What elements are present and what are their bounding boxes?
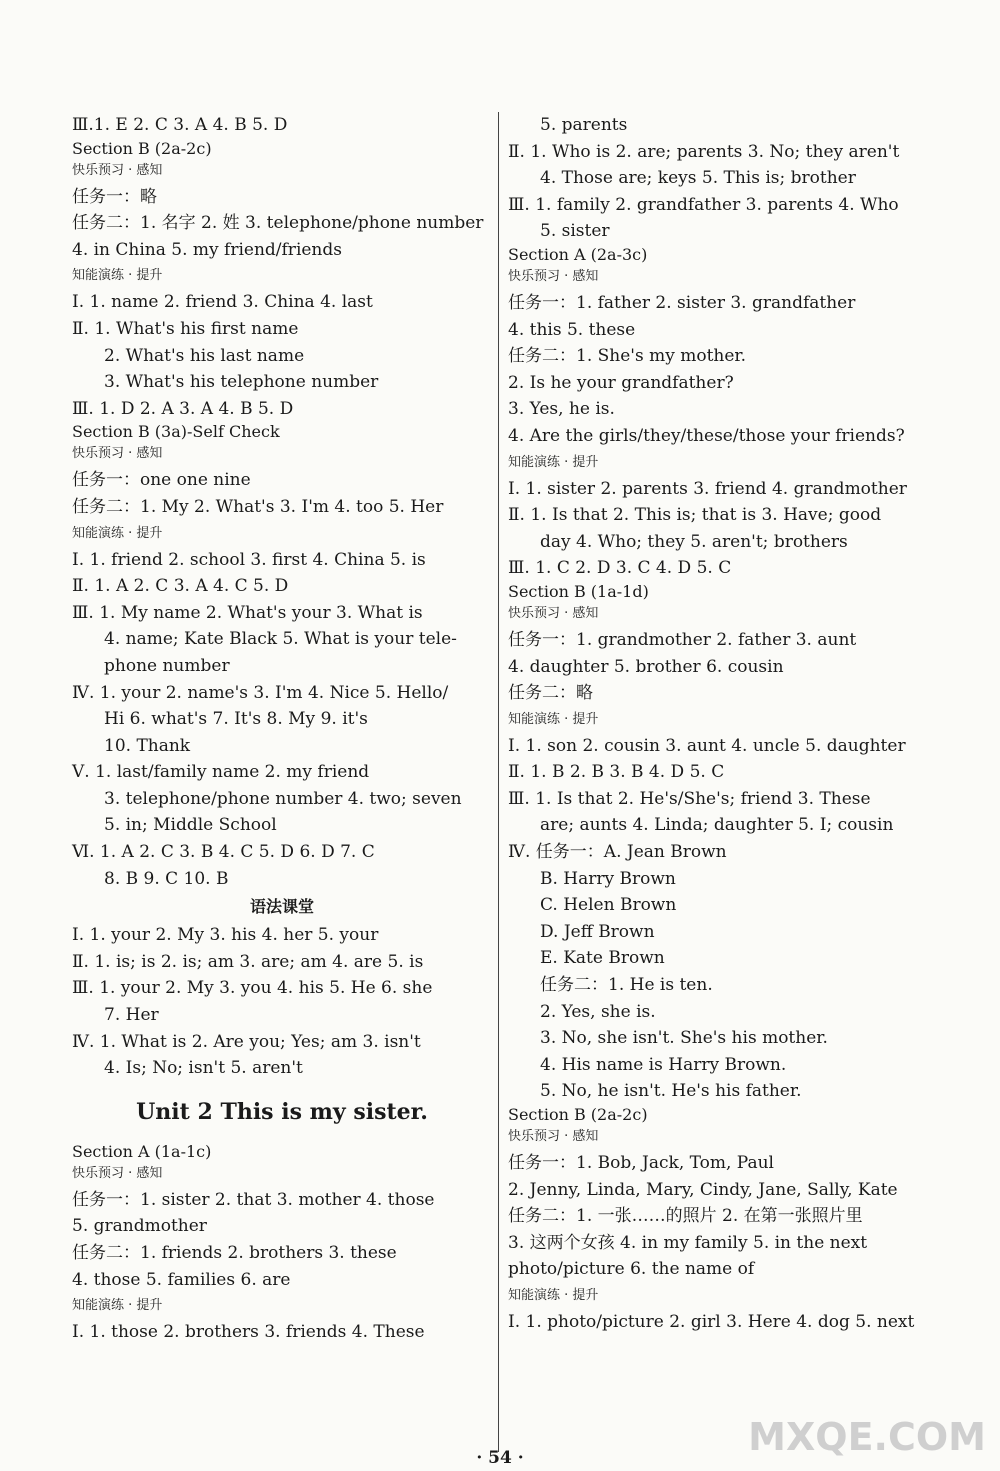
- section-heading: Section A (1a-1c): [72, 1141, 212, 1161]
- sub-label: 知能演练 · 提升: [72, 1298, 163, 1314]
- answer-line: 任务一：one one nine: [72, 470, 251, 491]
- answer-line: 4. in China 5. my friend/friends: [72, 239, 342, 260]
- section-heading: Section A (2a-3c): [508, 244, 648, 264]
- answer-line: 4. daughter 5. brother 6. cousin: [508, 656, 784, 677]
- answer-line: 任务一：略: [72, 186, 157, 207]
- sub-label: 知能演练 · 提升: [508, 1287, 599, 1303]
- answer-line: 任务一：1. grandmother 2. father 3. aunt: [508, 629, 857, 650]
- sub-label: 知能演练 · 提升: [508, 711, 599, 727]
- sub-label: 快乐预习 · 感知: [72, 162, 163, 178]
- answer-line: 4. Are the girls/they/these/those your friends?: [508, 425, 905, 446]
- answer-line: 2. Is he your grandfather?: [508, 372, 734, 393]
- answer-line: 任务一：1. father 2. sister 3. grandfather: [508, 292, 856, 313]
- sub-label: 快乐预习 · 感知: [508, 605, 599, 621]
- answer-line: Ⅲ. 1. My name 2. What's your 3. What is: [72, 602, 423, 623]
- section-heading: Section B (1a-1d): [508, 581, 649, 601]
- site-watermark: MXQE.COM: [748, 1415, 986, 1459]
- answer-line: Ⅰ. 1. your 2. My 3. his 4. her 5. your: [72, 925, 379, 946]
- sub-label: 快乐预习 · 感知: [72, 1165, 163, 1181]
- answer-line: Ⅳ. 任务一：A. Jean Brown: [508, 842, 727, 863]
- answer-line: Ⅲ.1. E 2. C 3. A 4. B 5. D: [72, 115, 288, 135]
- answer-line: 3. 这两个女孩 4. in my family 5. in the next: [508, 1232, 868, 1253]
- answer-line: Ⅰ. 1. sister 2. parents 3. friend 4. grandmother: [508, 478, 907, 499]
- sub-label: 快乐预习 · 感知: [72, 446, 163, 462]
- answer-line: Ⅵ. 1. A 2. C 3. B 4. C 5. D 6. D 7. C: [72, 842, 375, 863]
- page-number: · 54 ·: [476, 1448, 524, 1468]
- answer-line: 8. B 9. C 10. B: [104, 868, 229, 889]
- answer-line: E. Kate Brown: [540, 948, 665, 969]
- answer-line: 4. Those are; keys 5. This is; brother: [540, 168, 856, 189]
- column-divider: [498, 112, 499, 1452]
- answer-line: 4. those 5. families 6. are: [72, 1269, 291, 1290]
- answer-line: phone number: [104, 655, 230, 676]
- answer-line: Hi 6. what's 7. It's 8. My 9. it's: [104, 709, 368, 730]
- answer-line: 任务二：1. He is ten.: [540, 975, 713, 996]
- answer-line: 5. No, he isn't. He's his father.: [540, 1081, 802, 1102]
- answer-line: 任务一：1. sister 2. that 3. mother 4. those: [72, 1189, 435, 1210]
- answer-line: 3. telephone/phone number 4. two; seven: [104, 788, 462, 809]
- answer-line: 3. Yes, he is.: [508, 399, 615, 420]
- answer-line: Ⅲ. 1. your 2. My 3. you 4. his 5. He 6. she: [72, 978, 433, 999]
- answer-line: Ⅰ. 1. name 2. friend 3. China 4. last: [72, 292, 373, 313]
- answer-line: 5. grandmother: [72, 1216, 207, 1237]
- section-heading: Section B (3a)-Self Check: [72, 422, 280, 442]
- right-answer-column: [508, 112, 928, 1336]
- answer-line: D. Jeff Brown: [540, 921, 655, 942]
- answer-line: Ⅰ. 1. photo/picture 2. girl 3. Here 4. dog 5. next: [508, 1311, 915, 1332]
- answer-line: B. Harry Brown: [540, 868, 676, 889]
- answer-line: 2. Jenny, Linda, Mary, Cindy, Jane, Sally, Kate: [508, 1179, 898, 1200]
- sub-label: 知能演练 · 提升: [72, 525, 163, 541]
- answer-line: 任务二：1. 名字 2. 姓 3. telephone/phone number: [72, 213, 484, 234]
- answer-line: Ⅲ. 1. D 2. A 3. A 4. B 5. D: [72, 398, 294, 419]
- answer-line: 5. in; Middle School: [104, 815, 277, 836]
- answer-line: 2. What's his last name: [104, 345, 305, 366]
- sub-label: 快乐预习 · 感知: [508, 1129, 599, 1144]
- left-answer-column: [72, 112, 492, 1346]
- answer-line: Ⅲ. 1. Is that 2. He's/She's; friend 3. These: [508, 788, 871, 809]
- answer-line: photo/picture 6. the name of: [508, 1259, 755, 1280]
- answer-line: Ⅱ. 1. What's his first name: [72, 318, 299, 339]
- grammar-heading: 语法课堂: [249, 897, 314, 917]
- answer-line: Ⅰ. 1. those 2. brothers 3. friends 4. These: [72, 1322, 425, 1343]
- answer-line: 2. Yes, she is.: [540, 1001, 656, 1022]
- answer-line: Ⅱ. 1. Who is 2. are; parents 3. No; they aren't: [508, 141, 900, 162]
- answer-line: Ⅴ. 1. last/family name 2. my friend: [72, 762, 370, 783]
- section-heading: Section B (2a-2c): [508, 1105, 648, 1124]
- answer-line: 5. sister: [540, 221, 610, 242]
- answer-line: 任务二：1. friends 2. brothers 3. these: [72, 1243, 397, 1263]
- unit-title: Unit 2 This is my sister.: [136, 1098, 428, 1125]
- answer-line: day 4. Who; they 5. aren't; brothers: [540, 531, 848, 552]
- section-heading: Section B (2a-2c): [72, 138, 212, 158]
- answer-line: 3. What's his telephone number: [104, 372, 379, 393]
- answer-line: Ⅱ. 1. B 2. B 3. B 4. D 5. C: [508, 762, 725, 783]
- answer-line: C. Helen Brown: [540, 895, 677, 916]
- answer-line: Ⅲ. 1. C 2. D 3. C 4. D 5. C: [508, 558, 732, 579]
- answer-line: 任务二：略: [508, 683, 593, 704]
- answer-line: Ⅳ. 1. What is 2. Are you; Yes; am 3. isn't: [72, 1031, 421, 1052]
- sub-label: 知能演练 · 提升: [72, 268, 163, 284]
- answer-line: Ⅱ. 1. Is that 2. This is; that is 3. Have; good: [508, 505, 882, 526]
- answer-line: 4. Is; No; isn't 5. aren't: [104, 1058, 303, 1079]
- answer-line: Ⅰ. 1. son 2. cousin 3. aunt 4. uncle 5. daughter: [508, 735, 906, 756]
- sub-label: 知能演练 · 提升: [508, 454, 599, 470]
- answer-line: 任务二：1. She's my mother.: [508, 346, 747, 367]
- answer-line: are; aunts 4. Linda; daughter 5. I; cousin: [540, 815, 894, 836]
- answer-line: 任务二：1. My 2. What's 3. I'm 4. too 5. Her: [72, 496, 444, 517]
- answer-line: 10. Thank: [104, 735, 191, 756]
- answer-line: 3. No, she isn't. She's his mother.: [540, 1028, 828, 1049]
- answer-line: Ⅰ. 1. friend 2. school 3. first 4. China 5. is: [72, 549, 426, 570]
- answer-line: Ⅲ. 1. family 2. grandfather 3. parents 4. Who: [508, 194, 899, 215]
- answer-line: 7. Her: [104, 1005, 159, 1026]
- answer-line: 5. parents: [540, 115, 628, 135]
- answer-line: 4. His name is Harry Brown.: [540, 1054, 787, 1075]
- answer-line: 4. name; Kate Black 5. What is your tele-: [104, 629, 457, 650]
- answer-line: Ⅱ. 1. A 2. C 3. A 4. C 5. D: [72, 576, 289, 597]
- answer-line: 任务一：1. Bob, Jack, Tom, Paul: [508, 1153, 774, 1173]
- answer-line: 4. this 5. these: [508, 319, 636, 340]
- answer-line: 任务二：1. 一张……的照片 2. 在第一张照片里: [508, 1206, 863, 1227]
- answer-line: Ⅳ. 1. your 2. name's 3. I'm 4. Nice 5. Hello/: [72, 682, 449, 703]
- sub-label: 快乐预习 · 感知: [508, 268, 599, 284]
- answer-line: Ⅱ. 1. is; is 2. is; am 3. are; am 4. are 5. is: [72, 951, 424, 972]
